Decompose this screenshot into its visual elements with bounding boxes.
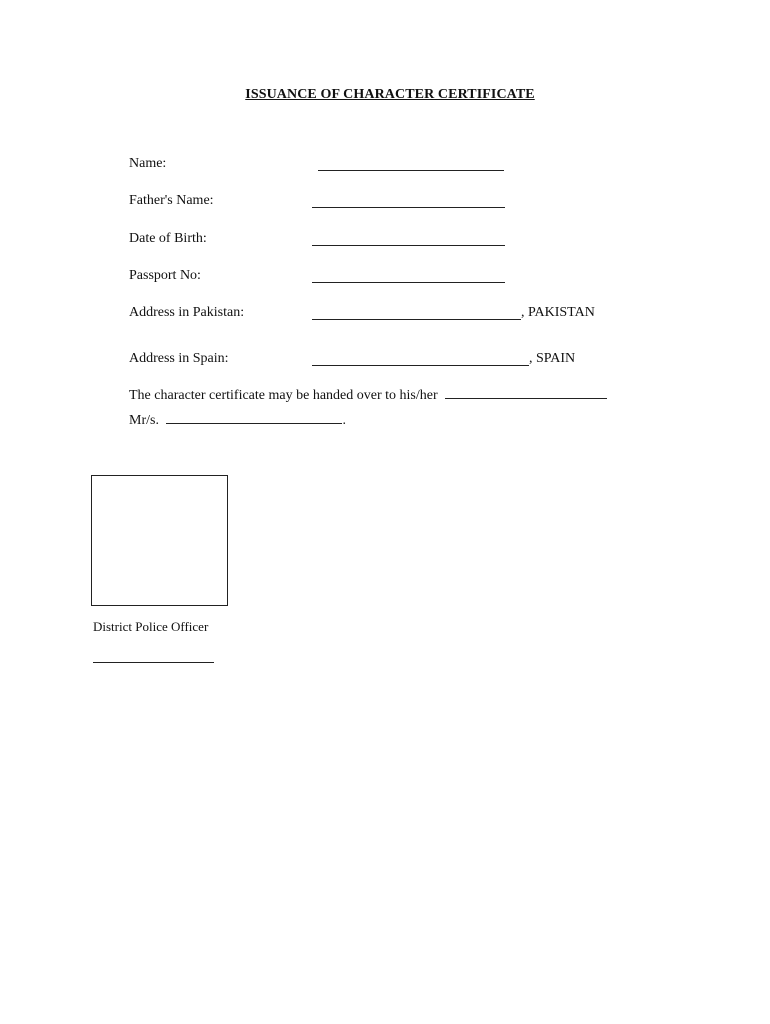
- address-spain-blank[interactable]: [312, 365, 529, 366]
- dob-blank[interactable]: [312, 245, 505, 246]
- handover-period: .: [342, 413, 346, 428]
- address-pakistan-suffix: , PAKISTAN: [521, 305, 595, 320]
- passport-row: [0, 268, 770, 288]
- handover-mrs-label: Mr/s.: [129, 413, 159, 428]
- handover-relation-blank[interactable]: [445, 397, 607, 399]
- address-spain-row: [0, 351, 770, 371]
- passport-label: Passport No:: [129, 268, 201, 283]
- name-row: [0, 156, 770, 176]
- page-title: ISSUANCE OF CHARACTER CERTIFICATE: [245, 87, 535, 102]
- handover-line-1: [129, 388, 607, 404]
- address-pakistan-row: [0, 305, 770, 325]
- handover-name-blank[interactable]: [166, 422, 342, 424]
- signature-line[interactable]: [93, 662, 214, 663]
- officer-label: District Police Officer: [93, 619, 209, 634]
- fathers-name-row: [0, 193, 770, 213]
- address-spain-label: Address in Spain:: [129, 351, 229, 366]
- address-pakistan-blank[interactable]: [312, 319, 521, 320]
- name-label: Name:: [129, 156, 167, 171]
- fathers-name-label: Father's Name:: [129, 193, 214, 208]
- dob-row: [0, 231, 770, 251]
- photo-box: [91, 475, 228, 606]
- handover-line-2: [129, 413, 346, 429]
- dob-label: Date of Birth:: [129, 231, 207, 246]
- name-blank[interactable]: [318, 170, 504, 171]
- passport-blank[interactable]: [312, 282, 505, 283]
- fathers-name-blank[interactable]: [312, 207, 505, 208]
- handover-text: The character certificate may be handed over to his/her: [129, 388, 438, 403]
- address-pakistan-label: Address in Pakistan:: [129, 305, 245, 320]
- address-spain-suffix: , SPAIN: [529, 351, 576, 366]
